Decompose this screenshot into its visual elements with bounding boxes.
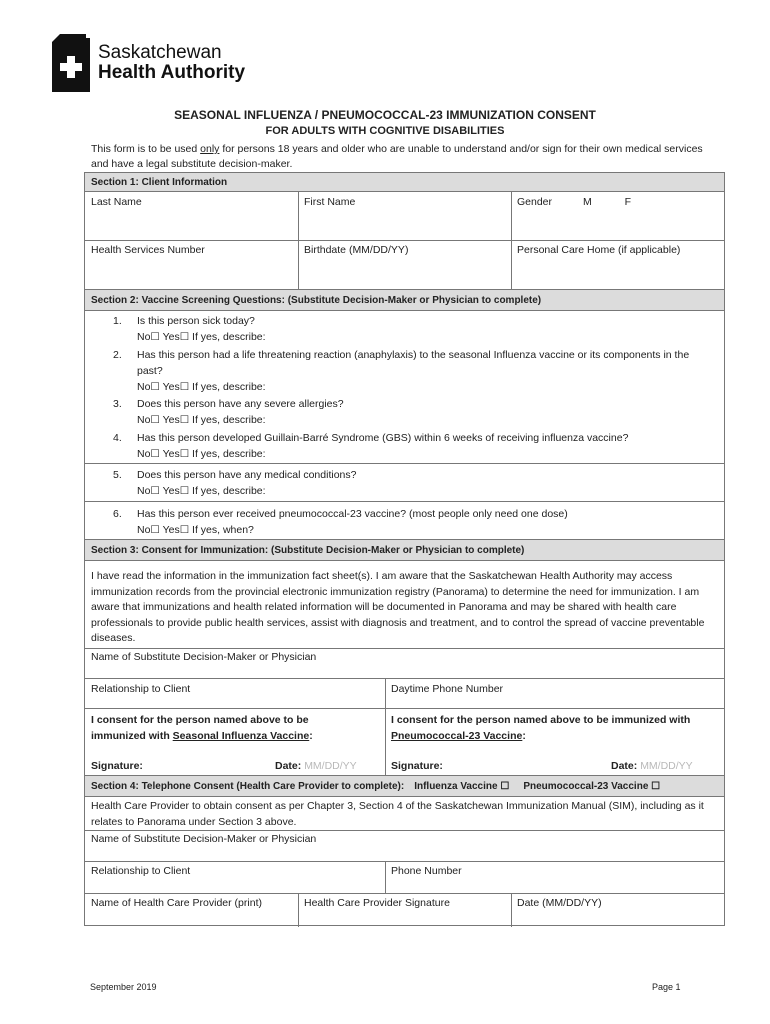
birthdate-field[interactable]: Birthdate (MM/DD/YY) (304, 244, 409, 256)
first-name-field[interactable]: First Name (304, 196, 356, 208)
form-subtitle: FOR ADULTS WITH COGNITIVE DISABILITIES (265, 125, 505, 137)
influenza-signature-field[interactable]: Signature: (91, 760, 143, 772)
telephone-consent-paragraph: Health Care Provider to obtain consent as per Chapter 3, Section 4 of the Saskatchewan Immunization Manual (SIM), including as it relates to Panorama under Section 3 above. (91, 800, 704, 828)
pneumo-phone-checkbox[interactable]: Pneumococcal-23 Vaccine ☐ (523, 780, 661, 792)
consent-form: Section 1: Client Information Last Name First Name Gender M F Health Services Number Birthdate (MM/DD/YY) Personal Care Home (if applicable) Section 2: Vaccine Screening Questions: (Substitute Decision-Maker or Physician to complete) 1. Is this person sick today? No☐ Yes☐ If yes, describe: 2. Has this person had a life threatening reaction (anaphylaxis) to the seasonal Influenza vaccine or its components in the past? No☐ Yes☐ If yes, describe: 3. Does this person have any severe allergies? No☐ Yes☐ If yes, describe: 4. Has this person developed Guillain-Barré Syndrome (GBS) within 6 weeks of receiving influenza vaccine? No☐ Yes☐ If yes, describe: 5. Does this person have any medical conditions? No☐ Yes☐ If yes, describe: 6. Has this person ever received pneumococcal-23 vaccine? (most people only need one dose) No☐ Yes☐ If yes, when? Section 3: Consent for Immunization: (Substitute Decision-Maker or Physician to complete) I have read the information in the immunization fact sheet(s). I am aware that the Saskatchewan Health Authority may access immunization records from the provincial electronic immunization registry (Panorama) to determine the need for immunization. I am aware that immunizations and health related information will be documented in Panorama and may be shared with health care professionals to provide public health services, assist with diagnosis and treatment, and to control the spread of vaccine preventable diseases. Name of Substitute Decision-Maker or Physician Relationship to Client Daytime Phone Number I consent for the person named above to be immunized with Seasonal Influenza Vaccine: I consent for the person named above to be immunized with Pneumococcal-23 Vaccine: Signature: Date: MM/DD/YY Signature: Date: MM/DD/YY Section 4: Telephone Consent (Health Care Provider to complete): Influenza Vaccine ☐ Pneumococcal-23 Vaccine ☐ Health Care Provider to obtain consent as per Chapter 3, Section 4 of the Saskatchewan Immunization Manual (SIM), including as it relates to Panorama under Section 3 above. Name of Substitute Decision-Maker or Physician Relationship to Client Phone Number Name of Health Care Provider (print) Health Care Provider Signature Date (MM/DD/YY) (84, 172, 725, 926)
personal-care-home-field[interactable]: Personal Care Home (if applicable) (517, 244, 681, 256)
last-name-field[interactable]: Last Name (91, 196, 142, 208)
hcp-signature-field[interactable]: Health Care Provider Signature (304, 897, 450, 909)
form-title: SEASONAL INFLUENZA / PNEUMOCOCCAL-23 IMMUNIZATION CONSENT (174, 108, 596, 122)
pneumo-consent-statement: I consent for the person named above to be immunized with Pneumococcal-23 Vaccine: (391, 714, 691, 742)
gender-field[interactable] (511, 193, 637, 211)
pneumo-signature-field[interactable]: Signature: (391, 760, 443, 772)
page-number: Page 1 (652, 982, 681, 992)
section2-header: Section 2: Vaccine Screening Questions: (Substitute Decision-Maker or Physician to complete) (85, 289, 724, 311)
gender-f-option[interactable]: F (624, 196, 632, 208)
intro-text: This form is to be used only for persons 18 years and older who are unable to understand and/or sign for their own medical services and have a legal substitute decision-maker. (91, 143, 703, 170)
section4-header: Section 4: Telephone Consent (Health Care Provider to complete): Influenza Vaccine ☐ Pneumococcal-23 Vaccine ☐ (85, 775, 724, 797)
hcp-name-field[interactable]: Name of Health Care Provider (print) (91, 897, 262, 909)
hsn-field[interactable]: Health Services Number (91, 244, 205, 256)
footer-date: September 2019 (90, 982, 157, 992)
sha-logo (52, 34, 245, 92)
logo-line2: Health Authority (98, 62, 246, 83)
daytime-phone-field[interactable]: Daytime Phone Number (391, 683, 504, 695)
tel-phone-field[interactable]: Phone Number (391, 865, 462, 877)
section3-header: Section 3: Consent for Immunization: (Substitute Decision-Maker or Physician to complete) (85, 539, 724, 561)
pneumo-date-field[interactable]: Date: MM/DD/YY (611, 760, 693, 772)
tel-relationship-field[interactable]: Relationship to Client (91, 865, 191, 877)
influenza-phone-checkbox[interactable]: Influenza Vaccine ☐ (414, 780, 510, 792)
consent-paragraph: I have read the information in the immunization fact sheet(s). I am aware that the Saskatchewan Health Authority may access immunization records from the provincial electronic immunization registry (Panorama) to determine the need for immunization. I am aware that immunizations and health related information will be documented in Panorama and may be shared with health care professionals to provide public health services, assist with diagnosis and treatment, and to control the spread of vaccine preventable diseases. (91, 570, 705, 644)
logo-line1: Saskatchewan (98, 42, 222, 64)
relationship-field[interactable]: Relationship to Client (91, 683, 191, 695)
tel-sdm-name-field[interactable]: Name of Substitute Decision-Maker or Physician (91, 833, 317, 845)
influenza-consent-statement: I consent for the person named above to be immunized with Seasonal Influenza Vaccine: (91, 714, 313, 742)
gender-m-option[interactable]: M (582, 196, 592, 208)
saskatchewan-map-icon (52, 34, 90, 92)
section1-header: Section 1: Client Information (85, 172, 724, 192)
hcp-date-field[interactable]: Date (MM/DD/YY) (517, 897, 602, 909)
gender-label: Gender (517, 196, 553, 208)
influenza-date-field[interactable]: Date: MM/DD/YY (275, 760, 357, 772)
sdm-name-field[interactable]: Name of Substitute Decision-Maker or Physician (91, 651, 317, 663)
